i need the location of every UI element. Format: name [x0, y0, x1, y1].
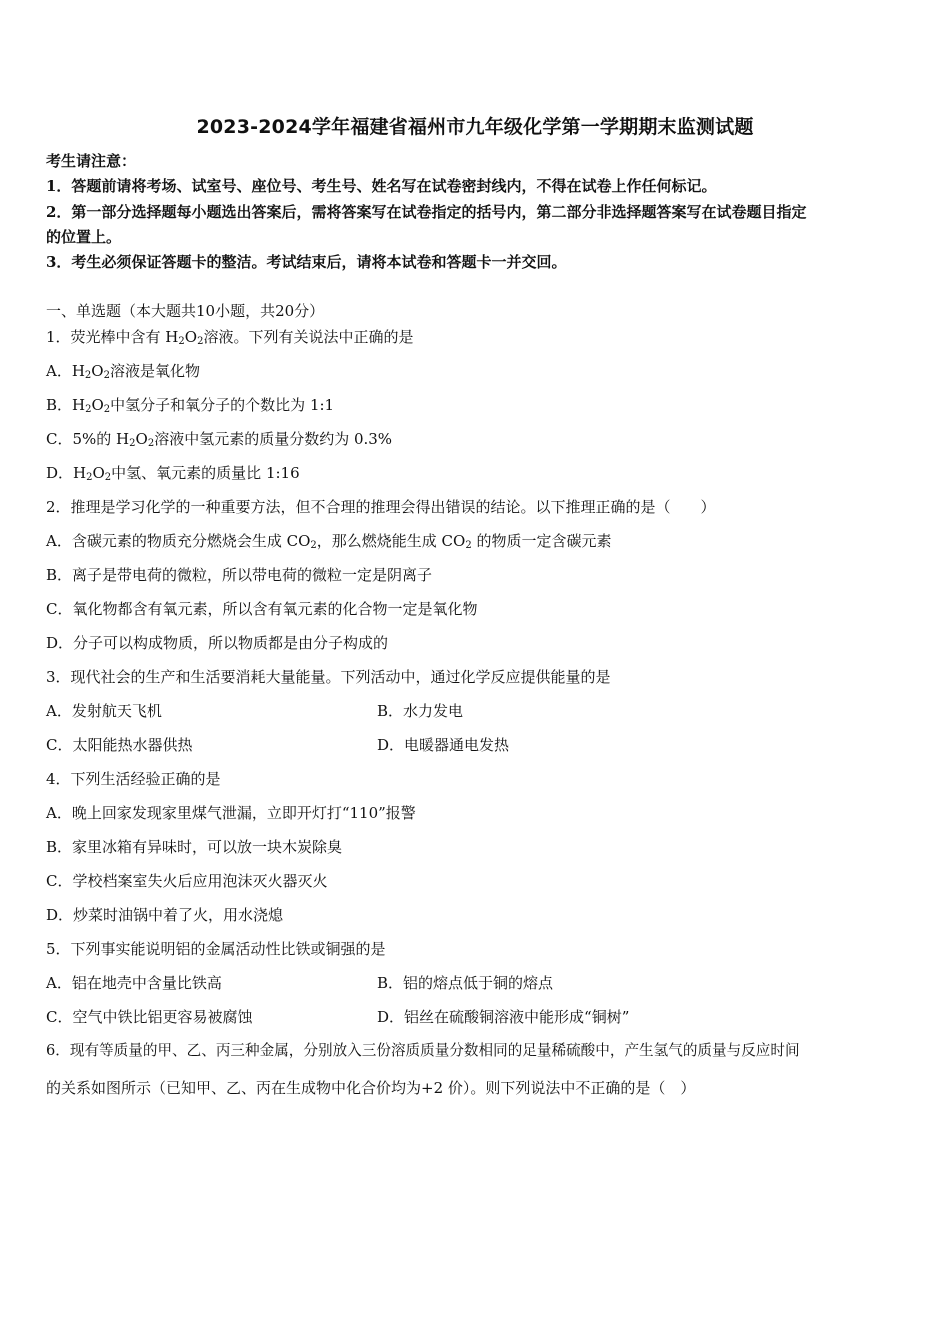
- question-5-option-b: B．铝的熔点低于铜的熔点: [377, 974, 554, 992]
- notice-heading: 考生请注意：: [46, 152, 137, 170]
- question-3-option-a: A．发射航天飞机: [46, 702, 162, 720]
- question-4-option-c: C．学校档案室失火后应用泡沫灭火器灭火: [46, 872, 328, 890]
- question-5-option-d: D．铝丝在硫酸铜溶液中能形成“铜树”: [377, 1008, 630, 1026]
- question-1-option-d: D．$H_2O_2$中氢、氧元素的质量比 1:16: [46, 464, 300, 483]
- notice-item-2a: 2．第一部分选择题每小题选出答案后，需将答案写在试卷指定的括号内，第二部分非选择题答案写在试卷题目指定: [46, 203, 807, 221]
- question-6-stem-line-1: 6．现有等质量的甲、乙、丙三种金属，分别放入三份溶质质量分数相同的足量稀硫酸中，产生氢气的质量与反应时间: [46, 1042, 800, 1059]
- notice-item-2b: 的位置上。: [46, 228, 122, 246]
- question-4-option-b: B．家里冰箱有异味时，可以放一块木炭除臭: [46, 838, 343, 856]
- question-4-option-d: D．炒菜时油锅中着了火，用水浇熄: [46, 906, 284, 924]
- question-5-stem: 5．下列事实能说明铝的金属活动性比铁或铜强的是: [46, 940, 386, 958]
- question-2-option-b: B．离子是带电荷的微粒，所以带电荷的微粒一定是阴离子: [46, 566, 433, 584]
- question-4-option-a: A．晚上回家发现家里煤气泄漏，立即开灯打“110”报警: [46, 804, 416, 822]
- notice-item-1: 1．答题前请将考场、试室号、座位号、考生号、姓名写在试卷密封线内，不得在试卷上作任何标记。: [46, 177, 717, 195]
- question-5-option-a: A．铝在地壳中含量比铁高: [46, 974, 222, 992]
- question-1-stem: 1．荧光棒中含有 $H_2O_2$溶液。下列有关说法中正确的是: [46, 328, 414, 347]
- question-2-option-c: C．氧化物都含有氧元素，所以含有氧元素的化合物一定是氧化物: [46, 600, 478, 618]
- question-1-option-b: B．$H_2O_2$中氢分子和氧分子的个数比为 1:1: [46, 396, 335, 415]
- notice-item-3: 3．考生必须保证答题卡的整洁。考试结束后，请将本试卷和答题卡一并交回。: [46, 253, 567, 271]
- exam-title: 2023-2024学年福建省福州市九年级化学第一学期期末监测试题: [196, 116, 754, 138]
- question-3-stem: 3．现代社会的生产和生活要消耗大量能量。下列活动中，通过化学反应提供能量的是: [46, 668, 611, 686]
- question-4-stem: 4．下列生活经验正确的是: [46, 770, 221, 788]
- question-2-option-a: A．含碳元素的物质充分燃烧会生成 $CO_2$，那么燃烧能生成 $CO_2$ 的物质一定含碳元素: [46, 532, 612, 551]
- question-2-option-d: D．分子可以构成物质，所以物质都是由分子构成的: [46, 634, 389, 652]
- question-1-option-c: C．5%的 $H_2O_2$溶液中氢元素的质量分数约为 0.3%: [46, 430, 393, 449]
- section-heading: 一、单选题（本大题共10小题，共20分）: [46, 302, 325, 320]
- question-3-option-c: C．太阳能热水器供热: [46, 736, 193, 754]
- question-5-option-c: C．空气中铁比铝更容易被腐蚀: [46, 1008, 253, 1026]
- question-3-option-d: D．电暖器通电发热: [377, 736, 510, 754]
- question-3-option-b: B．水力发电: [377, 702, 464, 720]
- question-1-option-a: A．$H_2O_2$溶液是氧化物: [46, 362, 200, 381]
- question-2-stem: 2．推理是学习化学的一种重要方法，但不合理的推理会得出错误的结论。以下推理正确的是（ ）: [46, 498, 716, 516]
- question-6-stem-line-2: 的关系如图所示（已知甲、乙、丙在生成物中化合价均为+2 价）。则下列说法中不正确的是（ ）: [46, 1079, 696, 1097]
